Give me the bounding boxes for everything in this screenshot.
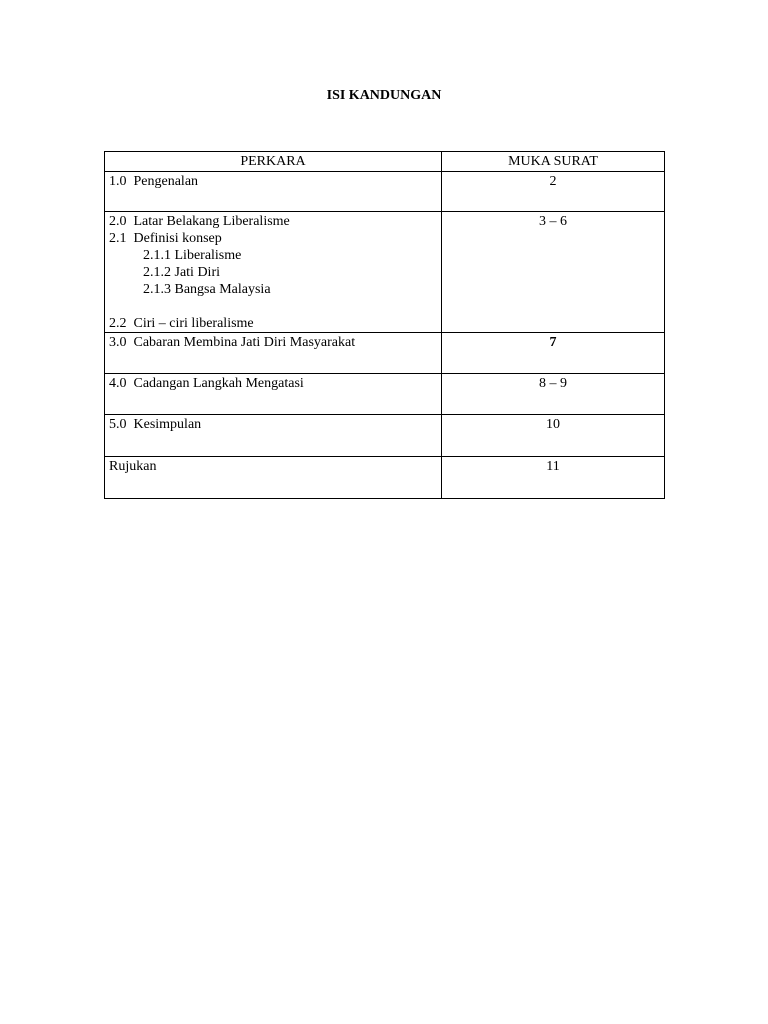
page-cell: 8 – 9 [442,374,665,415]
topic-cell [105,333,442,374]
spacer [109,298,437,315]
topic-cell [105,415,442,457]
topic-cell [105,172,442,212]
page-cell: 3 – 6 [442,212,665,333]
table-row [105,457,665,499]
header-perkara: PERKARA [105,152,442,172]
table-row [105,374,665,415]
topic-cell [105,212,442,333]
document-title: ISI KANDUNGAN [326,88,442,103]
page-cell: 10 [442,415,665,457]
page-cell: 11 [442,457,665,499]
subtopic-line: 2.1.1 Liberalisme [143,248,242,263]
topic-line: 1.0 Pengenalan [109,174,199,189]
table-row [105,172,665,212]
topic-line: 2.2 Ciri – ciri liberalisme [109,316,254,331]
subtopic-line: 2.1.3 Bangsa Malaysia [143,282,271,297]
subtopic-line: 2.1.2 Jati Diri [143,265,220,280]
table-row [105,415,665,457]
table-header-row [105,152,665,172]
topic-line: 3.0 Cabaran Membina Jati Diri Masyarakat [109,335,356,350]
header-muka-surat: MUKA SURAT [442,152,665,172]
table-row [105,212,665,333]
topic-line: 2.1 Definisi konsep [109,231,222,246]
topic-cell [105,374,442,415]
toc-table [104,151,665,499]
page-cell: 7 [442,333,665,374]
page-cell: 2 [442,172,665,212]
topic-line: 4.0 Cadangan Langkah Mengatasi [109,376,304,391]
table-row [105,333,665,374]
topic-cell [105,457,442,499]
topic-line: 5.0 Kesimpulan [109,417,202,432]
topic-line: 2.0 Latar Belakang Liberalisme [109,214,290,229]
topic-line: Rujukan [109,459,157,474]
